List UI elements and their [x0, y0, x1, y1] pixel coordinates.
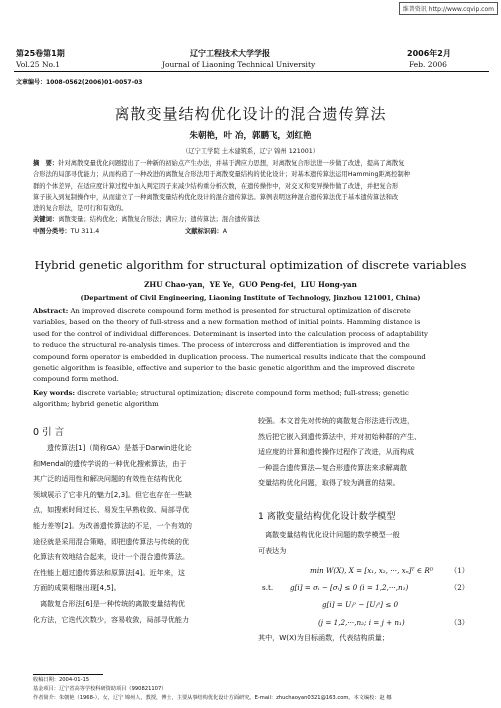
- doc-code-label: 文献标识码：: [185, 227, 223, 235]
- date-en: Feb. 2006: [409, 60, 447, 69]
- journal-en: Journal of Liaoning Technical University: [162, 60, 316, 69]
- body-line: 离散变量结构优化设计问题的数学模型一般: [258, 530, 400, 539]
- equation-1-number: （1）: [450, 566, 469, 575]
- body-line: 点，如搜索时间过长、易发生早熟收敛、局部寻优: [33, 505, 190, 515]
- body-line: 在性能上超过遗传算法和原算法[4]。近年来，这: [33, 567, 185, 577]
- equation-2-label: s.t.: [262, 583, 274, 592]
- body-line: 化算法有效地结合起来，设计一个混合遗传算法。: [33, 552, 190, 562]
- body-line: 变量结构优化问题，取得了较为满意的结果。: [258, 478, 400, 488]
- left-column-body: [33, 440, 243, 627]
- affiliation-en: (Department of Civil Engineering, Liaoning Institute of Technology, Jinzhou 121001, China): [80, 294, 421, 302]
- keywords-cn-text: 离散变量；结构优化；离散复合形法；满应力；遗传算法；混合遗传算法: [58, 216, 260, 224]
- doc-code: A: [222, 227, 228, 235]
- keywords-en: [33, 388, 473, 399]
- abstract-en: [33, 306, 473, 411]
- authors-en: ZHU Chao-yan，YE Ye，GUO Peng-fei，LIU Hong-yan: [144, 280, 357, 289]
- body-line: 其广泛的适用性和解决问题的有效性在结构优化: [33, 474, 182, 484]
- section-1-heading: 1 离散变量结构优化设计数学模型: [258, 511, 396, 522]
- right-column-intro: [258, 413, 472, 491]
- body-line: 方面的成果相继出现[4,5]。: [33, 583, 121, 593]
- body-line: 能力差等[2]。为改善遗传算法的不足，一个有效的: [33, 520, 193, 530]
- body-line: 领域展示了它非凡的魅力[2,3]。但它也存在一些缺: [33, 489, 192, 499]
- article-number: 文章编号：1008-0562(2006)01-0057-03: [16, 79, 143, 86]
- watermark-stamp: 维普资讯 http://www.cqvip.com: [399, 2, 498, 15]
- authors-cn: 朱朝艳，叶 冶，郭鹏飞，刘红艳: [189, 131, 312, 141]
- footnote-author: 作者简介：朱朝艳（1968-），女，辽宁 锦州人，教授，博士，主要从事结构优化设计方面研究。E-mail：zhuchaoyan0321@163.com。本文编校：赵 娜: [33, 695, 392, 701]
- abstract-en-text: used for the control of individual differences. Determinant is inserted into the calculation process of adaptability: [33, 329, 428, 338]
- journal-cn: 辽宁工程技术大学学报: [190, 49, 270, 58]
- abstract-cn: [33, 158, 473, 237]
- body-line: 适应度的计算和遗传操作过程作了改进，从而构成: [258, 447, 415, 457]
- volume-cn: 第25卷第1期: [16, 49, 65, 58]
- abstract-cn-line: [33, 158, 473, 169]
- keywords-cn-label: 关键词：: [33, 216, 59, 224]
- abstract-en-text: variables, based on the theory of full-stress and a new formation method of initial points. Hamming distance is: [33, 318, 421, 327]
- body-line: 途径就是采用混合策略，即把遗传算法与传统的优: [33, 536, 190, 546]
- footnote-rule: [33, 674, 103, 675]
- abstract-cn-text: 合形法的局部寻优能力；从而构造了一种改进的离散复合形法用于离散变量结构的优化设计；对基本遗传算法运用Hamming距离控制种: [33, 171, 410, 179]
- definition-line: 其中，W(X)为目标函数，代表结构质量；: [258, 633, 389, 642]
- abstract-en-text: compound form operator is embedded in duplication process. The numerical results indicate that the compound: [33, 352, 426, 361]
- paper-title-cn: 离散变量结构优化设计的混合遗传算法: [114, 105, 387, 123]
- abstract-cn-label: 摘 要：: [33, 160, 59, 167]
- keywords-en-text: algorithm; hybrid genetic algorithm: [33, 400, 159, 409]
- body-line: 和Mendal的遗传学说的一种优化搜索算法，由于: [33, 458, 187, 468]
- abstract-cn-text: 算子嵌入到复制操作中，从而建立了一种离散变量结构优化设计的混合遗传算法。算例表明这种混合遗传算法优于基本遗传算法和改: [33, 193, 399, 201]
- footnote-funding: 基金项目：辽宁省高等学校科研资助项目（990821107）: [33, 686, 167, 692]
- equation-3-number: （3）: [450, 618, 469, 627]
- equation-2: g[i] = σᵢ − [σᵢ] ≤ 0 (i = 1,2,···,n₁): [290, 583, 409, 592]
- clc-label: 中图分类号：: [33, 227, 71, 235]
- abstract-en-line: [33, 306, 473, 317]
- keywords-en-label: Key words:: [33, 388, 76, 397]
- keywords-en-text: discrete variable; structural optimization; discrete compound form method; full-stress; genetic: [75, 388, 409, 397]
- clc-code: TU 311.4: [70, 227, 100, 235]
- section-0-heading: 0 引 言: [33, 427, 65, 438]
- footnotes: [33, 676, 483, 703]
- affiliation-cn: （辽宁工学院 土木建筑系，辽宁 锦州 121001）: [181, 148, 320, 155]
- abstract-en-text: An improved discrete compound form method is presented for structural optimization of discrete: [68, 307, 411, 315]
- equation-3: g[i] = Uⱼᵖ − [Uⱼᵖ] ≤ 0: [322, 600, 399, 609]
- abstract-en-label: Abstract:: [33, 307, 69, 315]
- body-line: 较强。本文首先对传统的离散复合形法进行改进，: [258, 416, 415, 425]
- model-text: [258, 527, 472, 558]
- volume-en: Vol.25 No.1: [16, 60, 61, 69]
- header-rule: [14, 71, 489, 72]
- abstract-en-text: compound form method.: [33, 375, 119, 384]
- classification-line: [33, 226, 473, 237]
- paper-title-en: Hybrid genetic algorithm for structural optimization of discrete variables: [34, 258, 467, 272]
- abstract-en-text: genetic algorithm is feasible, effective and superior to the basic genetic algorithm and the improved discrete: [33, 364, 415, 373]
- body-line: 然后把它嵌入到遗传算法中，并对初始种群的产生、: [258, 431, 422, 441]
- abstract-cn-text: 针对离散变量优化问题提出了一种新的初始点产生办法，并基于满应力思想，对离散复合形法进一步做了改进，提高了离散复: [58, 160, 405, 167]
- body-line: 一种混合遗传算法—复合形遗传算法来求解离散: [258, 462, 407, 472]
- equation-4: (j = 1,2,···,n₂; i = j + n₁): [318, 618, 405, 627]
- abstract-cn-text: 进的复合形法，是可行和有效的。: [33, 205, 128, 213]
- date-cn: 2006年2月: [407, 49, 451, 58]
- equation-2-number: （2）: [450, 583, 469, 592]
- keywords-cn: [33, 214, 473, 225]
- equation-1: min W(X), X = [x₁, x₂, ···, xₙ]ᵀ ∈ Rᴰ: [310, 566, 434, 575]
- body-line: 化方法，它迭代次数少，容易收敛，局部寻优能力: [33, 614, 190, 624]
- footnote-received: 收稿日期：2004-01-15: [33, 677, 90, 683]
- abstract-cn-text: 群的个体差异，在适应度计算过程中加入判定因子来减少结构重分析次数，在遗传操作中，对交叉和变异操作做了改进，并把复合形: [33, 182, 399, 190]
- body-line: 遗传算法[1]（简称GA）是基于Darwin进化论: [47, 443, 192, 452]
- body-line: 离散复合形法[6]是一种传统的离散变量结构优: [33, 598, 185, 608]
- abstract-en-text: to reduce the structural re-analysis times. The process of intercross and differentiation is improved and the: [33, 341, 410, 350]
- body-line: 可表达为: [258, 545, 287, 555]
